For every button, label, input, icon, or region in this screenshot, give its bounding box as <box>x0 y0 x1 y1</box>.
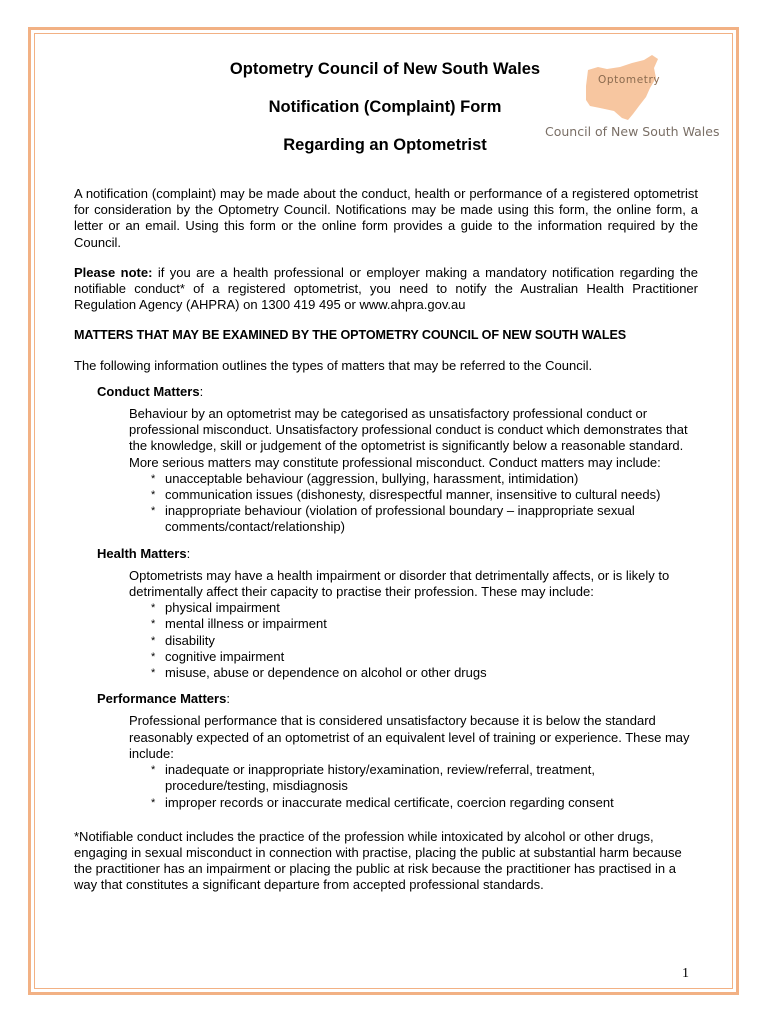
conduct-title: Conduct Matters <box>97 383 200 399</box>
performance-list <box>151 762 698 811</box>
matters-lead: The following information outlines the types of matters that may be referred to the Council. <box>74 357 593 373</box>
note-label: Please note: <box>74 264 153 280</box>
list-item: * cognitive impairment <box>151 649 698 665</box>
list-item: * inadequate or inappropriate history/examination, review/referral, treatment, procedure/testing, misdiagnosis <box>151 762 698 794</box>
logo-word: Optometry <box>598 74 661 86</box>
matters-heading: MATTERS THAT MAY BE EXAMINED BY THE OPTOMETRY COUNCIL OF NEW SOUTH WALES <box>74 328 627 343</box>
performance-heading: Performance Matters: <box>97 691 230 707</box>
council-title: Optometry Council of New South Wales <box>229 60 541 78</box>
list-item: * mental illness or impairment <box>151 616 698 632</box>
list-item: * unacceptable behaviour (aggression, bullying, harassment, intimidation) <box>151 471 698 487</box>
council-logo <box>540 50 735 150</box>
conduct-list <box>151 471 698 536</box>
footnote: *Notifiable conduct includes the practice of the profession while intoxicated by alcohol or other drugs, engaging in sexual misconduct in connection with practise, placing the public at substantial harm because the practitioner has an impairment or placing the public at risk because the practitioner has practised in a way that constitutes a significant departure from accepted professional standards. <box>74 828 682 893</box>
performance-title: Performance Matters <box>97 691 227 707</box>
performance-section <box>129 713 698 810</box>
logo-caption: Council of New South Wales <box>545 124 720 139</box>
health-section <box>129 568 698 681</box>
health-title: Health Matters <box>97 545 187 561</box>
list-item: * improper records or inaccurate medical certificate, coercion regarding consent <box>151 795 698 811</box>
form-title: Notification (Complaint) Form <box>268 98 502 116</box>
conduct-section <box>129 406 698 536</box>
health-list <box>151 600 698 681</box>
conduct-heading: Conduct Matters: <box>97 383 204 399</box>
intro-paragraph: A notification (complaint) may be made about the conduct, health or performance of a registered optometrist for consideration by the Optometry Council. Notifications may be made using this form, the online form, a letter or an email. Using this form or the online form provides a guide to the information required by the Council. <box>74 186 698 250</box>
conduct-body: Behaviour by an optometrist may be categorised as unsatisfactory professional conduct or professional misconduct. Unsatisfactory professional conduct is conduct which demonstrates that the knowledge, skill or judgement of the optometrist is significantly below a reasonable standard. More serious matters may constitute professional misconduct. Conduct matters may include: <box>129 406 688 470</box>
note-paragraph <box>74 265 698 314</box>
form-subtitle: Regarding an Optometrist <box>283 136 487 154</box>
note-text: if you are a health professional or employer making a mandatory notification regarding the notifiable conduct* of a registered optometrist, you need to notify the Australian Health Practitioner Regulation Agency (AHPRA) on 1300 419 495 or www.ahpra.gov.au <box>74 264 699 313</box>
list-item: * misuse, abuse or dependence on alcohol or other drugs <box>151 665 698 681</box>
health-body: Optometrists may have a health impairment or disorder that detrimentally affects, or is likely to detrimentally affect their capacity to practise their profession. These may include: <box>129 567 670 600</box>
list-item: * physical impairment <box>151 600 698 616</box>
list-item: * communication issues (dishonesty, disrespectful manner, insensitive to cultural needs) <box>151 487 698 503</box>
page-number: 1 <box>682 966 689 981</box>
health-heading: Health Matters: <box>97 545 191 561</box>
document-body <box>74 186 698 894</box>
list-item: * inappropriate behaviour (violation of professional boundary – inappropriate sexual comments/contact/relationship) <box>151 503 698 535</box>
performance-body: Professional performance that is considered unsatisfactory because it is below the standard reasonably expected of an optometrist of an equivalent level of training or experience. These may include: <box>129 713 690 761</box>
list-item: * disability <box>151 633 698 649</box>
